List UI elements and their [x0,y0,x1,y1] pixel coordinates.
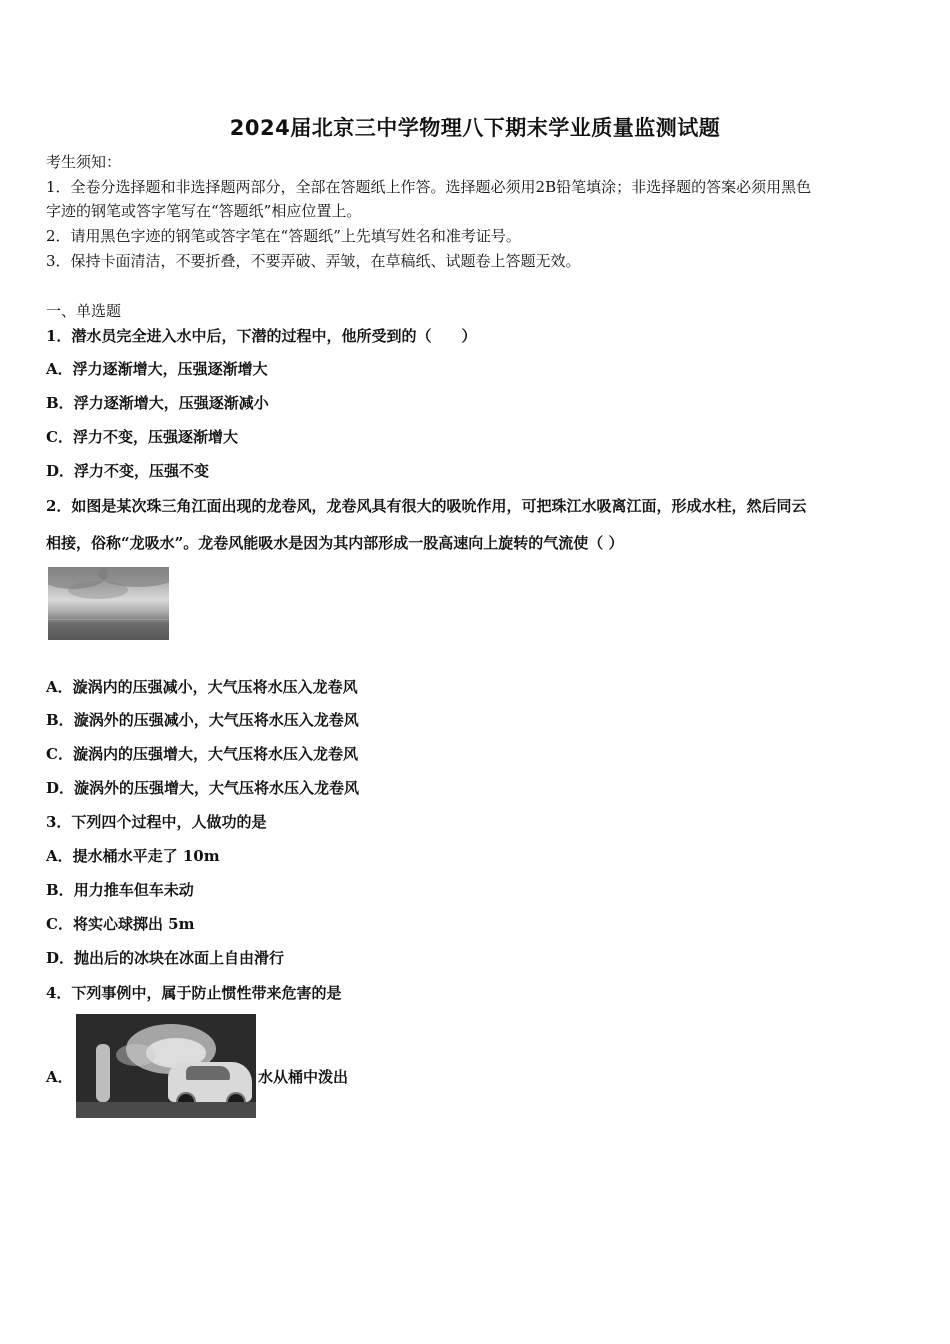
section-heading: 一、单选题 [46,302,122,320]
tornado-photo [48,567,169,640]
option-text: 浮力不变，压强不变 [74,462,210,480]
q4-option-a-text[interactable] [258,1067,348,1087]
option-letter: B． [46,394,74,412]
option-letter: D． [46,949,75,967]
option-text: 浮力不变，压强逐渐增大 [72,428,238,446]
option-letter: A． [46,847,73,865]
question-1-stem: 1．潜水员完全进入水中后，下潜的过程中，他所受到的（ ） [46,327,477,345]
option-letter: C． [46,745,73,763]
option-text: 提水桶水平走了 10m [72,847,220,865]
option-text: 浮力逐渐增大，压强逐渐减小 [73,394,269,412]
splash-car-photo [76,1014,256,1118]
q3-option-c[interactable] [46,914,195,934]
question-2-stem-line1: 2．如图是某次珠三角江面出现的龙卷风，龙卷风具有很大的吸吮作用，可把珠江水吸离江面，形成水柱，然后同云 [46,497,807,515]
q1-option-c[interactable] [46,427,238,447]
option-letter: B． [46,881,74,899]
option-letter: A． [46,1068,73,1086]
option-text: 用力推车但车未动 [73,881,194,899]
notice-item-1: 1．全卷分选择题和非选择题两部分，全部在答题纸上作答。选择题必须用2B铅笔填涂；非选择题的答案必须用黑色 [46,178,812,196]
q2-option-b[interactable] [46,710,359,730]
option-letter: A． [46,360,73,378]
q2-option-c[interactable] [46,744,358,764]
option-text: 漩涡内的压强减小，大气压将水压入龙卷风 [72,678,358,696]
question-2-stem-line2: 相接，俗称“龙吸水”。龙卷风能吸水是因为其内部形成一股高速向上旋转的气流使（ ） [46,534,624,552]
option-letter: C． [46,428,73,446]
notice-heading: 考生须知： [46,153,122,171]
question-4-stem: 4．下列事例中，属于防止惯性带来危害的是 [46,984,342,1002]
notice-item-2: 2．请用黑色字迹的钢笔或答字笔在“答题纸”上先填写姓名和准考证号。 [46,227,521,245]
q2-option-a[interactable] [46,677,358,697]
option-letter: D． [46,462,75,480]
option-text: 漩涡外的压强增大，大气压将水压入龙卷风 [74,779,360,797]
q3-option-d[interactable] [46,948,284,968]
q1-option-b[interactable] [46,393,269,413]
q3-option-a[interactable] [46,846,220,866]
option-letter: A． [46,678,73,696]
notice-item-1-cont: 字迹的钢笔或答字笔写在“答题纸”相应位置上。 [46,202,362,220]
option-text: 漩涡内的压强增大，大气压将水压入龙卷风 [72,745,358,763]
q4-option-a-letter-wrap[interactable] [46,1067,73,1087]
question-3-stem: 3．下列四个过程中，人做功的是 [46,813,267,831]
option-letter: C． [46,915,73,933]
option-text: 漩涡外的压强减小，大气压将水压入龙卷风 [73,711,359,729]
option-letter: B． [46,711,74,729]
option-text: 水从桶中泼出 [258,1068,349,1086]
option-text: 抛出后的冰块在冰面上自由滑行 [74,949,285,967]
option-text: 浮力逐渐增大，压强逐渐增大 [72,360,268,378]
q1-option-a[interactable] [46,359,268,379]
option-letter: D． [46,779,75,797]
page-title: 2024届北京三中学物理八下期末学业质量监测试题 [229,116,721,140]
q2-option-d[interactable] [46,778,359,798]
q1-option-d[interactable] [46,461,209,481]
q3-option-b[interactable] [46,880,194,900]
notice-item-3: 3．保持卡面清洁，不要折叠，不要弄破、弄皱，在草稿纸、试题卷上答题无效。 [46,252,581,270]
option-text: 将实心球掷出 5m [72,915,195,933]
